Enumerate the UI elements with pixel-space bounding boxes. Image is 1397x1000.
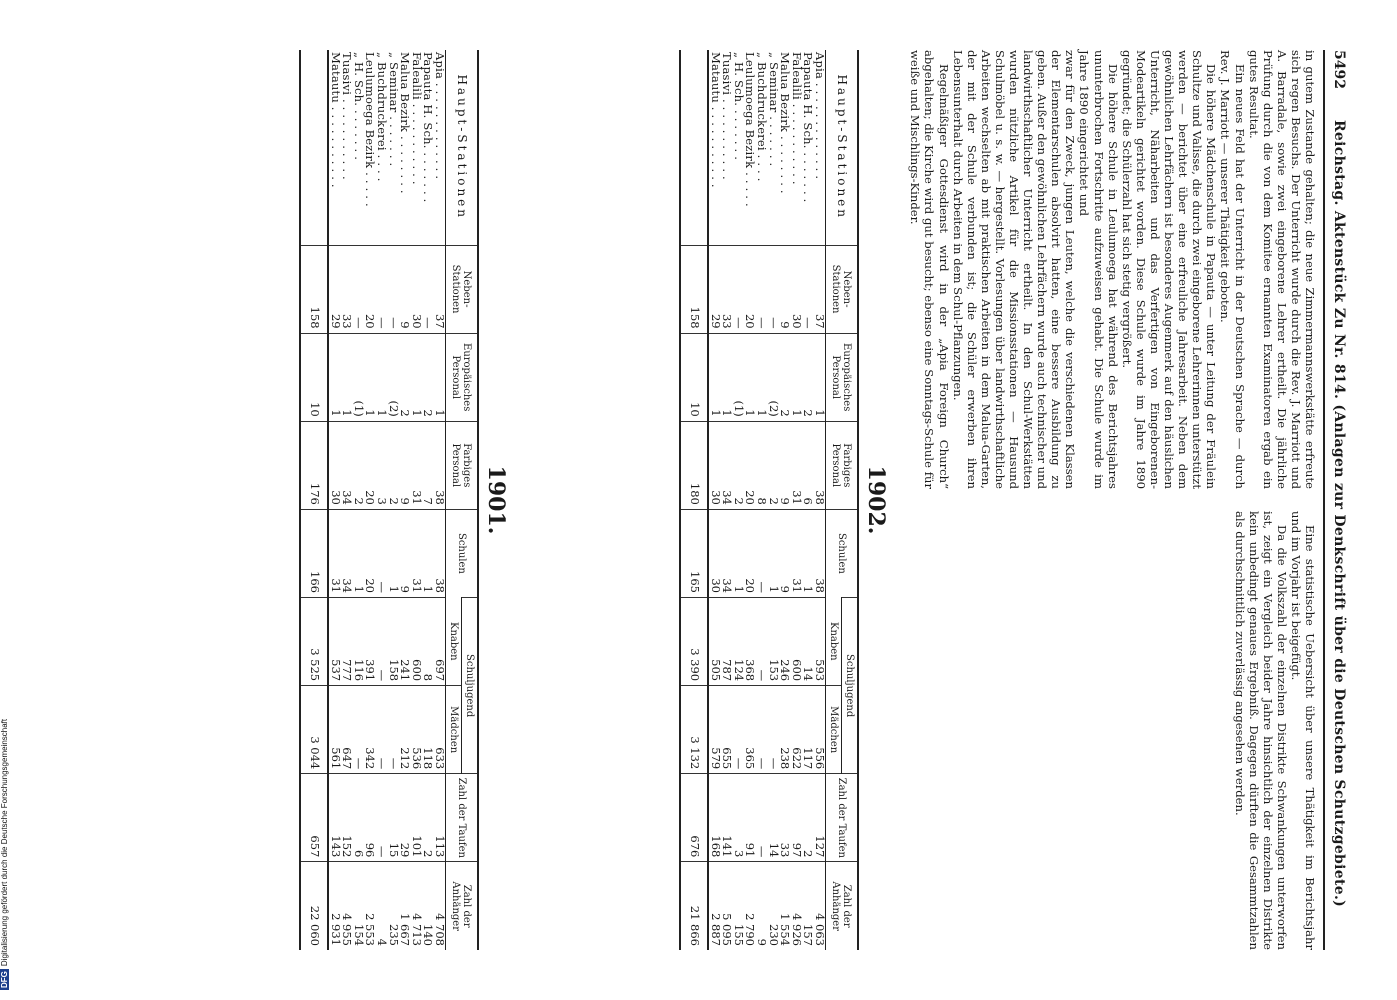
- cell-neben: 9: [399, 245, 411, 333]
- cell-maedchen: 365: [744, 686, 756, 774]
- header-maedchen: Mädchen: [446, 686, 462, 774]
- cell-euro: 2: [802, 333, 814, 421]
- cell-knaben: —: [755, 598, 767, 686]
- cell-schulen: 38: [813, 509, 825, 597]
- station-name: Leulumoega Bezirk . . . . .: [743, 52, 758, 207]
- cell-taufen: 96: [364, 774, 376, 862]
- station-name: „ Buchdruckerei . . . .: [755, 52, 770, 182]
- cell-euro: 1: [708, 333, 721, 421]
- sum-neben: 158: [300, 245, 328, 333]
- cell-neben: —: [387, 245, 399, 333]
- cell-anhaenger: 2 790: [744, 862, 756, 950]
- paragraph: in gutem Zustande gehalten; die neue Zimmermannswerkstätte erfreute sich regen Besuchs. Der Unterricht wurde durch die Rev. J. Marriott und A. Barradale, sowie zwei eingeborene Lehrer ertheilt. Die jährliche Prüfung durch die von dem Komitee ernannten Examinatoren ergab ein gutes Resultat.: [1246, 50, 1317, 489]
- cell-farbig: 6: [802, 421, 814, 509]
- page-header: [1323, 50, 1347, 950]
- table-row: [328, 50, 341, 950]
- cell-knaben: 158: [387, 598, 399, 686]
- cell-knaben: 14: [802, 598, 814, 686]
- cell-neben: —: [755, 245, 767, 333]
- cell-euro: 1: [813, 333, 825, 421]
- cell-maedchen: 212: [399, 686, 411, 774]
- cell-schulen: 1: [802, 509, 814, 597]
- cell-knaben: 593: [813, 598, 825, 686]
- cell-anhaenger: 1 667: [399, 862, 411, 950]
- table-row: [813, 50, 825, 950]
- cell-farbig: 31: [790, 421, 802, 509]
- cell-euro: 1: [433, 333, 445, 421]
- cell-farbig: 9: [779, 421, 791, 509]
- table-row: [708, 50, 721, 950]
- body-text: [897, 50, 1317, 950]
- header-taufen: Zahl der Taufen: [446, 774, 479, 862]
- cell-farbig: 38: [433, 421, 445, 509]
- page-number: 5492: [1331, 50, 1347, 89]
- cell-knaben: 600: [410, 598, 422, 686]
- cell-anhaenger: 4: [375, 862, 387, 950]
- cell-schulen: 30: [708, 509, 721, 597]
- sum-schulen: 166: [300, 509, 328, 597]
- cell-maedchen: —: [767, 686, 779, 774]
- cell-euro: 1: [744, 333, 756, 421]
- cell-anhaenger: 2 931: [328, 862, 341, 950]
- header-schulen: Schulen: [446, 509, 479, 597]
- sum-euro: 10: [300, 333, 328, 421]
- sum-knaben: 3 525: [300, 598, 328, 686]
- table-row: [375, 50, 387, 950]
- cell-farbig: 38: [813, 421, 825, 509]
- cell-schulen: 9: [399, 509, 411, 597]
- cell-taufen: 33: [779, 774, 791, 862]
- cell-knaben: 600: [790, 598, 802, 686]
- station-name: Apia . . . . . . . . . . . . .: [433, 52, 447, 180]
- cell-euro: 2: [422, 333, 434, 421]
- cell-anhaenger: 4 955: [341, 862, 353, 950]
- footer-text: Digitalisierung gefördert durch die Deutsche Forschungsgemeinschaft: [0, 718, 9, 967]
- sum-maedchen: 3 044: [300, 686, 328, 774]
- table-row: [433, 50, 445, 950]
- table-sum-row: [300, 50, 328, 950]
- cell-neben: —: [352, 245, 364, 333]
- cell-maedchen: 633: [433, 686, 445, 774]
- cell-taufen: 101: [410, 774, 422, 862]
- cell-farbig: 34: [341, 421, 353, 509]
- cell-maedchen: 561: [328, 686, 341, 774]
- cell-neben: —: [375, 245, 387, 333]
- cell-maedchen: 655: [721, 686, 733, 774]
- cell-taufen: —: [755, 774, 767, 862]
- cell-taufen: 141: [721, 774, 733, 862]
- cell-schulen: 9: [779, 509, 791, 597]
- cell-taufen: 143: [328, 774, 341, 862]
- sum-farbig: 176: [300, 421, 328, 509]
- sum-farbig: 180: [680, 421, 708, 509]
- station-name: Malua Bezirk . . . . . . . .: [398, 52, 413, 194]
- cell-anhaenger: 4 063: [813, 862, 825, 950]
- paragraph: Die höhere Mädchenschule in Papauta — unter Leitung der Fräulein Schultze und Valisse, die durch zwei eingeborene Lehrerinnen unterstützt werden — berichtet über eine erfreuliche Jahresarbeit. Neben dem gewöhnlichen Lehrfächern ist besonderes Augenmerk auf den häuslichen Unterricht, Näharbeiten und das Verfertigen von Eingeborenen-Modeartikeln gerichtet worden. Diese Schule wurde im Jahre 1890 gegründet; die Schülerzahl hat sich stetig vergrößert.: [1119, 50, 1219, 489]
- header-station: Haupt-Stationen: [446, 50, 479, 245]
- station-name: Falealili . . . . . . . . . . .: [409, 52, 424, 185]
- station-name: Leulumoega Bezirk . . . . .: [363, 52, 378, 207]
- station-name: Matautu . . . . . . . . . . .: [708, 52, 723, 188]
- cell-euro: 1: [755, 333, 767, 421]
- cell-schulen: —: [755, 509, 767, 597]
- paragraph: Da die Volkszahl der einzelnen Distrikte Schwankungen unterworfen ist, zeigt ein Vergleich beider Jahre hinsichtlich der einzelnen Distrikte kein unbedingt genaues Ergebniß. Dagegen dürften die Gesammtzahlen als durchschnittlich zuverlässig angesehen werden.: [1232, 511, 1289, 950]
- cell-anhaenger: 9: [755, 862, 767, 950]
- header-farbig: Farbiges Personal: [826, 421, 859, 509]
- cell-schulen: 1: [767, 509, 779, 597]
- station-name: „ Buchdruckerei . . . .: [375, 52, 390, 182]
- cell-schulen: 31: [328, 509, 341, 597]
- year-heading-1901: 1901.: [483, 465, 509, 535]
- header-maedchen: Mädchen: [826, 686, 842, 774]
- cell-schulen: —: [375, 509, 387, 597]
- cell-anhaenger: 4 926: [790, 862, 802, 950]
- sum-anhaenger: 21 866: [680, 862, 708, 950]
- sum-anhaenger: 22 060: [300, 862, 328, 950]
- cell-taufen: —: [375, 774, 387, 862]
- cell-maedchen: 238: [779, 686, 791, 774]
- cell-anhaenger: 2 553: [364, 862, 376, 950]
- cell-farbig: 30: [708, 421, 721, 509]
- cell-schulen: 31: [410, 509, 422, 597]
- station-name: Tuasivi . . . . . . . . . . .: [340, 52, 355, 180]
- cell-anhaenger: 5 095: [721, 862, 733, 950]
- cell-farbig: 31: [410, 421, 422, 509]
- cell-knaben: 246: [779, 598, 791, 686]
- cell-maedchen: 647: [341, 686, 353, 774]
- station-name: Tuasivi . . . . . . . . . . .: [720, 52, 735, 180]
- cell-schulen: 34: [721, 509, 733, 597]
- cell-farbig: 2: [732, 421, 744, 509]
- cell-neben: —: [802, 245, 814, 333]
- sum-euro: 10: [680, 333, 708, 421]
- cell-maedchen: 556: [813, 686, 825, 774]
- station-name: „ Seminar . . . . . . .: [766, 52, 781, 167]
- cell-taufen: 2: [422, 774, 434, 862]
- cell-neben: —: [767, 245, 779, 333]
- header-knaben: Knaben: [446, 598, 462, 686]
- cell-schulen: 38: [433, 509, 445, 597]
- sum-knaben: 3 390: [680, 598, 708, 686]
- cell-schulen: 31: [790, 509, 802, 597]
- cell-knaben: 697: [433, 598, 445, 686]
- cell-anhaenger: 4 708: [433, 862, 445, 950]
- cell-neben: 33: [341, 245, 353, 333]
- sum-schulen: 165: [680, 509, 708, 597]
- header-taufen: Zahl der Taufen: [826, 774, 859, 862]
- cell-neben: —: [422, 245, 434, 333]
- cell-taufen: 15: [387, 774, 399, 862]
- station-name: Apia . . . . . . . . . . . . .: [813, 52, 827, 180]
- cell-knaben: 8: [422, 598, 434, 686]
- cell-schulen: 20: [364, 509, 376, 597]
- cell-farbig: 20: [744, 421, 756, 509]
- header-neben: Neben-Stationen: [826, 245, 859, 333]
- cell-anhaenger: 157: [802, 862, 814, 950]
- paragraph: Die höhere Schule in Leulumoega hat während des Berichtsjahres ununterbrochen Fortschritte aufzuweisen gehabt. Die Schule wurde im Jahre 1890 eingerichtet und: [1077, 50, 1120, 489]
- paragraph: zwar für den Zweck, jungen Leuten, welche die verschiedenen Klassen der Elementarschulen absolvirt hatten, eine bessere Ausbildung zu geben. Außer den gewöhnlichen Lehrfächern wurde auch technischer und landwirthschaftlicher Unterricht ertheilt. In den Schul-Werkstätten wurden nützliche Artikel für die Missionsstationen — Hausund Schulmöbel u. s. w. — hergestellt. Vorlesungen über landwirthschaftliche Arbeiten wechselten ab mit praktischen Arbeiten in dem Malua-Garten, der mit der Schule verbunden ist; die Schüler erwerben ihren Lebensunterhalt durch Arbeiten in dem Schul-Pflanzungen.: [950, 50, 1078, 489]
- station-name: Papauta H. Sch. . . . . . . .: [801, 52, 816, 203]
- rotated-page: [50, 50, 1347, 950]
- cell-maedchen: 117: [802, 686, 814, 774]
- cell-euro: (2): [767, 333, 779, 421]
- cell-taufen: 91: [744, 774, 756, 862]
- cell-maedchen: —: [352, 686, 364, 774]
- cell-farbig: 2: [387, 421, 399, 509]
- cell-knaben: 241: [399, 598, 411, 686]
- cell-euro: 1: [375, 333, 387, 421]
- header-anhaenger: Zahl der Anhänger: [826, 862, 859, 950]
- cell-maedchen: 622: [790, 686, 802, 774]
- cell-euro: 1: [410, 333, 422, 421]
- cell-farbig: 30: [328, 421, 341, 509]
- cell-anhaenger: 154: [352, 862, 364, 950]
- cell-neben: 30: [410, 245, 422, 333]
- cell-anhaenger: 1 554: [779, 862, 791, 950]
- cell-knaben: 505: [708, 598, 721, 686]
- station-name: Papauta H. Sch. . . . . . . .: [421, 52, 436, 203]
- cell-euro: 1: [328, 333, 341, 421]
- header-anhaenger: Zahl der Anhänger: [446, 862, 479, 950]
- header-euro: Europäisches Personal: [826, 333, 859, 421]
- cell-maedchen: —: [732, 686, 744, 774]
- cell-knaben: —: [375, 598, 387, 686]
- station-name: „ H. Sch. . . . . . . .: [351, 52, 366, 161]
- cell-neben: 29: [708, 245, 721, 333]
- cell-farbig: 2: [352, 421, 364, 509]
- cell-taufen: 168: [708, 774, 721, 862]
- header-station: Haupt-Stationen: [826, 50, 859, 245]
- cell-schulen: 1: [352, 509, 364, 597]
- header-farbig: Farbiges Personal: [446, 421, 479, 509]
- station-name: „ Seminar . . . . . . .: [386, 52, 401, 167]
- cell-euro: (1): [732, 333, 744, 421]
- cell-farbig: 7: [422, 421, 434, 509]
- station-name: Matautu . . . . . . . . . . .: [328, 52, 343, 188]
- cell-taufen: 29: [399, 774, 411, 862]
- cell-euro: (1): [352, 333, 364, 421]
- cell-taufen: 2: [802, 774, 814, 862]
- sum-taufen: 676: [680, 774, 708, 862]
- statistics-table-1902: [679, 50, 859, 950]
- cell-taufen: 6: [352, 774, 364, 862]
- station-name: Falealili . . . . . . . . . . .: [789, 52, 804, 185]
- cell-schulen: 1: [732, 509, 744, 597]
- cell-maedchen: —: [375, 686, 387, 774]
- statistics-table-1901: [299, 50, 479, 950]
- page-title: Reichstag. Aktenstück Zu Nr. 814. (Anlagen zur Denkschrift über die Deutschen Schutzgebiete.): [1331, 120, 1347, 908]
- cell-euro: (2): [387, 333, 399, 421]
- station-name: Malua Bezirk . . . . . . . .: [778, 52, 793, 194]
- cell-schulen: 1: [422, 509, 434, 597]
- header-neben: Neben-Stationen: [446, 245, 479, 333]
- cell-euro: 2: [399, 333, 411, 421]
- dfg-logo: DFG: [0, 971, 9, 988]
- table-row: [755, 50, 767, 950]
- cell-maedchen: —: [755, 686, 767, 774]
- cell-taufen: 152: [341, 774, 353, 862]
- cell-maedchen: 579: [708, 686, 721, 774]
- cell-knaben: 777: [341, 598, 353, 686]
- station-name: „ H. Sch. . . . . . . .: [731, 52, 746, 161]
- cell-farbig: 20: [364, 421, 376, 509]
- cell-farbig: 3: [375, 421, 387, 509]
- cell-taufen: 113: [433, 774, 445, 862]
- cell-farbig: 34: [721, 421, 733, 509]
- cell-neben: 30: [790, 245, 802, 333]
- cell-schulen: 1: [387, 509, 399, 597]
- cell-euro: 1: [341, 333, 353, 421]
- cell-knaben: 391: [364, 598, 376, 686]
- header-jugend: Schuljugend: [842, 598, 859, 774]
- cell-taufen: 14: [767, 774, 779, 862]
- header-schulen: Schulen: [826, 509, 859, 597]
- cell-schulen: 20: [744, 509, 756, 597]
- cell-neben: —: [732, 245, 744, 333]
- paragraph: Regelmäßiger Gottesdienst wird in der „Apia Foreign Church“ abgehalten; die Kirche wird gut besucht; ebenso eine Sonntags-Schule für weiße und Mischlings-Kinder.: [908, 50, 951, 489]
- cell-anhaenger: 155: [732, 862, 744, 950]
- cell-neben: 37: [433, 245, 445, 333]
- cell-knaben: 153: [767, 598, 779, 686]
- cell-maedchen: 342: [364, 686, 376, 774]
- cell-neben: 9: [779, 245, 791, 333]
- cell-knaben: 368: [744, 598, 756, 686]
- cell-anhaenger: 140: [422, 862, 434, 950]
- sum-neben: 158: [680, 245, 708, 333]
- cell-euro: 1: [721, 333, 733, 421]
- cell-neben: 29: [328, 245, 341, 333]
- header-euro: Europäisches Personal: [446, 333, 479, 421]
- cell-farbig: 9: [399, 421, 411, 509]
- paragraph: Eine statistische Uebersicht über unsere Thätigkeit im Berichtsjahr und im Vorjahr ist beigefügt.: [1288, 511, 1317, 950]
- cell-anhaenger: 4 713: [410, 862, 422, 950]
- cell-farbig: 2: [767, 421, 779, 509]
- cell-taufen: 3: [732, 774, 744, 862]
- paragraph: Ein neues Feld hat der Unterricht in der Deutschen Sprache — durch Rev. J. Marriott — unserer Thätigkeit geboten.: [1218, 50, 1247, 489]
- sum-maedchen: 3 132: [680, 686, 708, 774]
- cell-taufen: 97: [790, 774, 802, 862]
- cell-schulen: 34: [341, 509, 353, 597]
- sum-taufen: 657: [300, 774, 328, 862]
- cell-euro: 1: [790, 333, 802, 421]
- cell-euro: 1: [364, 333, 376, 421]
- cell-euro: 2: [779, 333, 791, 421]
- header-knaben: Knaben: [826, 598, 842, 686]
- cell-neben: 33: [721, 245, 733, 333]
- cell-taufen: 127: [813, 774, 825, 862]
- cell-maedchen: —: [387, 686, 399, 774]
- year-heading-1902: 1902.: [863, 465, 889, 535]
- cell-anhaenger: 230: [767, 862, 779, 950]
- table-sum-row: [680, 50, 708, 950]
- cell-neben: 20: [364, 245, 376, 333]
- cell-farbig: 8: [755, 421, 767, 509]
- cell-knaben: 124: [732, 598, 744, 686]
- digitization-footer: [0, 719, 9, 990]
- sum-label: [300, 50, 328, 245]
- cell-anhaenger: 2 887: [708, 862, 721, 950]
- cell-neben: 20: [744, 245, 756, 333]
- header-jugend: Schuljugend: [462, 598, 479, 774]
- cell-maedchen: 118: [422, 686, 434, 774]
- cell-anhaenger: 235: [387, 862, 399, 950]
- cell-maedchen: 536: [410, 686, 422, 774]
- cell-knaben: 787: [721, 598, 733, 686]
- cell-knaben: 116: [352, 598, 364, 686]
- cell-neben: 37: [813, 245, 825, 333]
- cell-knaben: 537: [328, 598, 341, 686]
- sum-label: [680, 50, 708, 245]
